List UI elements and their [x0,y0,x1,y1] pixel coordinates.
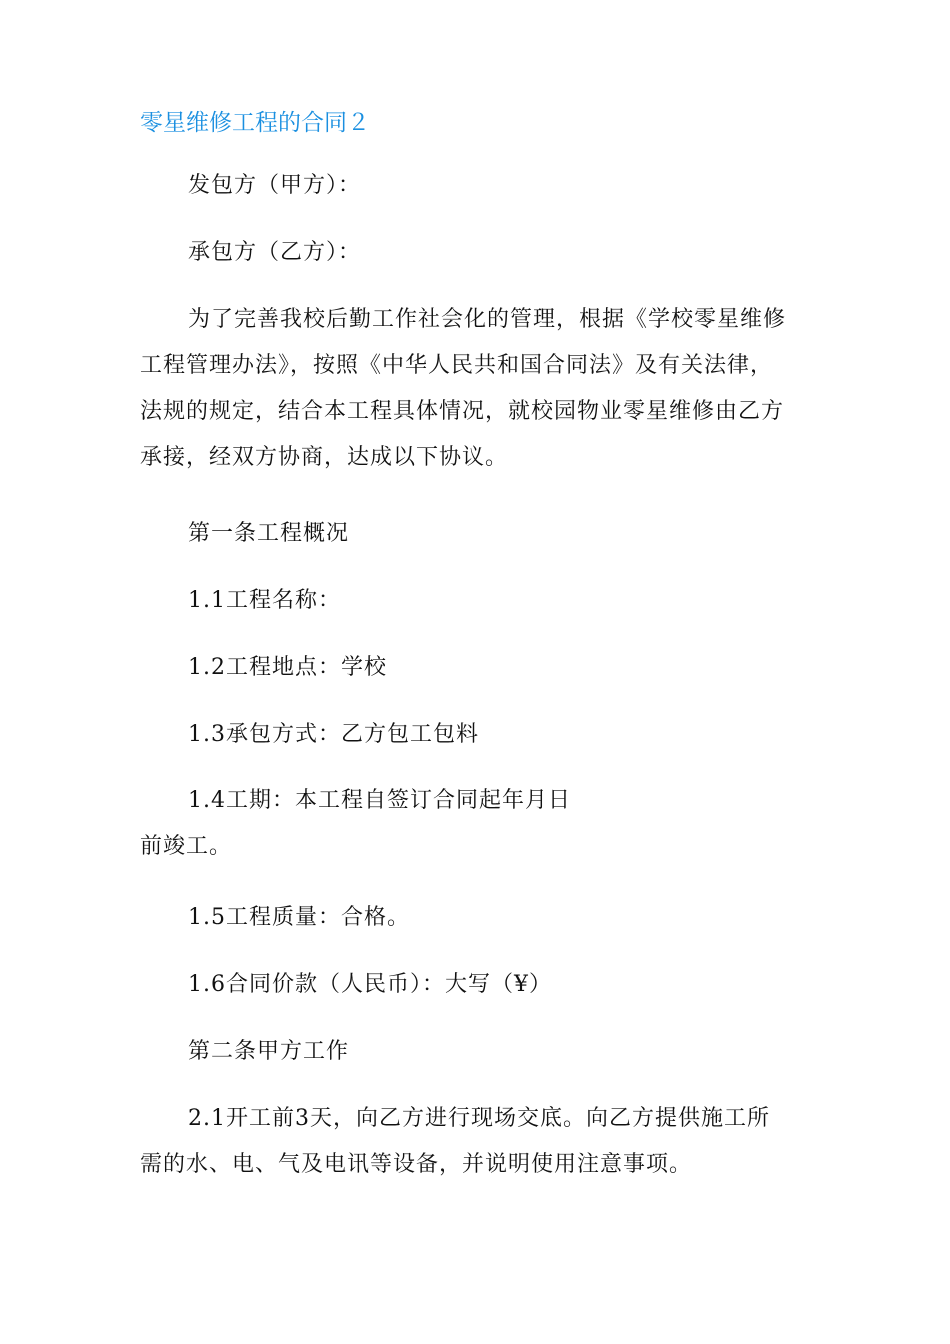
item-1-1-text: 1.1工程名称： [188,588,341,613]
item-1-6-text: 1.6合同价款（人民币）：大写（¥） [188,972,552,997]
article-1-heading [140,511,812,557]
item-2-1-line-1-text: 2.1开工前3天，向乙方进行现场交底。向乙方提供施工所 [188,1106,770,1131]
intro-line-2: 工程管理办法》，按照《中华人民共和国合同法》及有关法律， [140,353,774,378]
item-2-1 [140,1096,812,1188]
party-b-line [140,230,812,276]
item-1-2-text: 1.2工程地点：学校 [188,655,387,680]
item-1-6 [140,962,812,1008]
item-1-5 [140,895,812,941]
item-1-4-line-1 [140,778,812,824]
item-2-1-line-1 [140,1096,812,1142]
item-1-4-line-2: 前竣工。 [140,834,233,859]
intro-line-1 [140,297,812,343]
item-2-1-line-2: 需的水、电、气及电讯等设备，并说明使用注意事项。 [140,1152,693,1177]
party-a-line [140,163,812,209]
intro-line-1-text: 为了完善我校后勤工作社会化的管理，根据《学校零星维修 [188,307,787,332]
article-1-heading-text: 第一条工程概况 [188,521,350,546]
intro-line-4: 承接，经双方协商，达成以下协议。 [140,445,509,470]
intro-line-3: 法规的规定，结合本工程具体情况，就校园物业零星维修由乙方 [140,399,785,424]
item-1-3-text: 1.3承包方式：乙方包工包料 [188,722,479,747]
item-1-5-text: 1.5工程质量：合格。 [188,905,410,930]
document-title: 零星维修工程的合同２ [140,110,370,136]
item-1-4-line-1-text: 1.4工期：本工程自签订合同起年月日 [188,788,571,813]
article-2-heading-text: 第二条甲方工作 [188,1039,350,1064]
item-1-3 [140,712,812,758]
intro-paragraph [140,297,812,481]
article-2-heading [140,1029,812,1075]
item-1-4 [140,778,812,870]
item-1-2 [140,645,812,691]
item-1-1 [140,578,812,624]
party-a-text: 发包方（甲方）： [188,173,362,198]
party-b-text: 承包方（乙方）： [188,240,362,265]
